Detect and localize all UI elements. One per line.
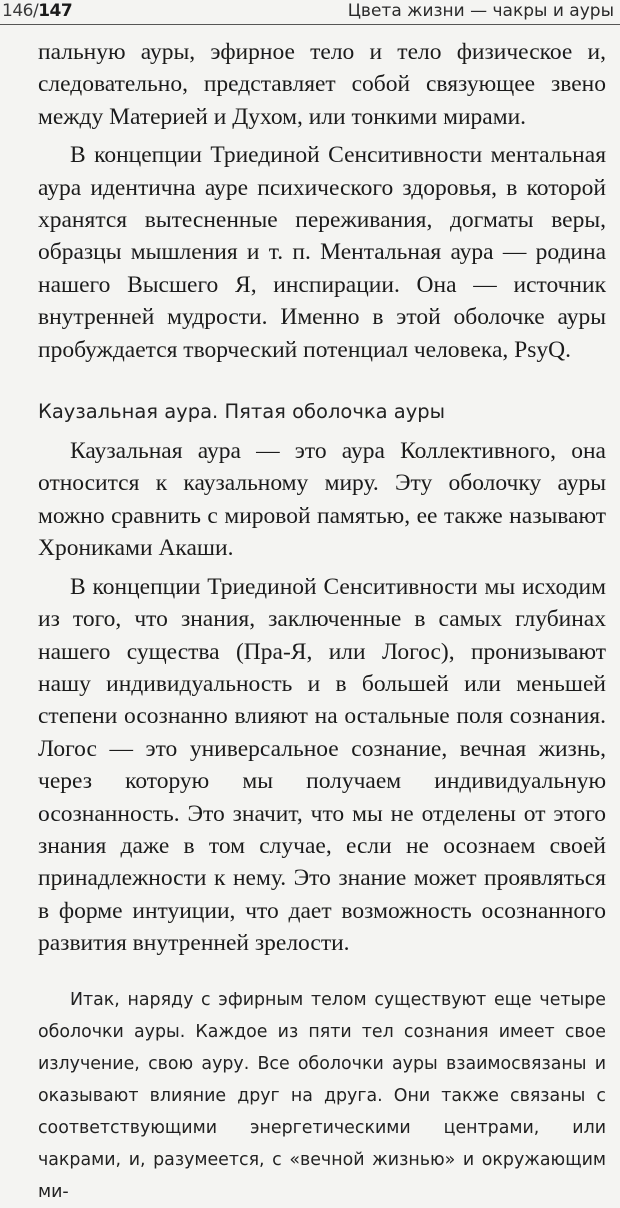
page-numbers [2, 0, 72, 22]
page-number-current: 146/ [2, 1, 39, 21]
paragraph-logos: В концепции Триединой Сенситивности мы исходим из того, что знания, заключенные в самых глубинах нашего существа (Пра-Я, или Логос), пронизывают нашу индивидуальность и в большей или меньшей степени осознанно влияют на остальные поля сознания. Логос — это универсальное сознание, вечная жизнь, через которую мы получаем индивидуальную осознанность. Это значит, что мы не отделены от этого знания даже в том случае, если не осознаем своей принадлежности к нему. Это знание может проявляться в форме интуиции, что дает возможность осознанного развития внутренней зрелости. [38, 573, 606, 957]
page-number-next: 147 [38, 1, 73, 21]
summary-box-text: Итак, наряду с эфирным телом существуют еще четыре оболочки ауры. Каждое из пяти тел сознания имеет свое излучение, свою ауру. Все оболочки ауры взаимосвязаны и оказывают влияние друг на друга. Они также связаны с соответствующими энергетическими центрами, или чакрами, и, разумеется, с «вечной жизнью» и окружающим ми- [38, 989, 606, 1202]
body-text [38, 36, 606, 1208]
paragraph-causal-aura: Каузальная аура — это аура Коллективного, она относится к каузальному миру. Эту оболочку ауры можно сравнить с мировой памятью, ее также называют Хрониками Акаши. [38, 438, 606, 562]
section-heading-causal-aura: Каузальная аура. Пятая оболочка ауры [38, 400, 446, 424]
paragraph-continuation: пальную ауры, эфирное тело и тело физическое и, следовательно, представляет собой связующее звено между Материей и Духом, или тонкими мирами. [38, 39, 606, 130]
page-header [0, 0, 620, 24]
paragraph-mental-aura: В концепции Триединой Сенситивности ментальная аура идентична ауре психического здоровья, в которой хранятся вытесненные переживания, догматы веры, образцы мышления и т. п. Ментальная аура — родина нашего Высшего Я, инспирации. Она — источник внутренней мудрости. Именно в этой оболочке ауры пробуждается творческий потенциал человека, PsyQ. [38, 142, 606, 363]
running-title: Цвета жизни — чакры и ауры [347, 1, 614, 21]
header-divider [0, 24, 620, 25]
